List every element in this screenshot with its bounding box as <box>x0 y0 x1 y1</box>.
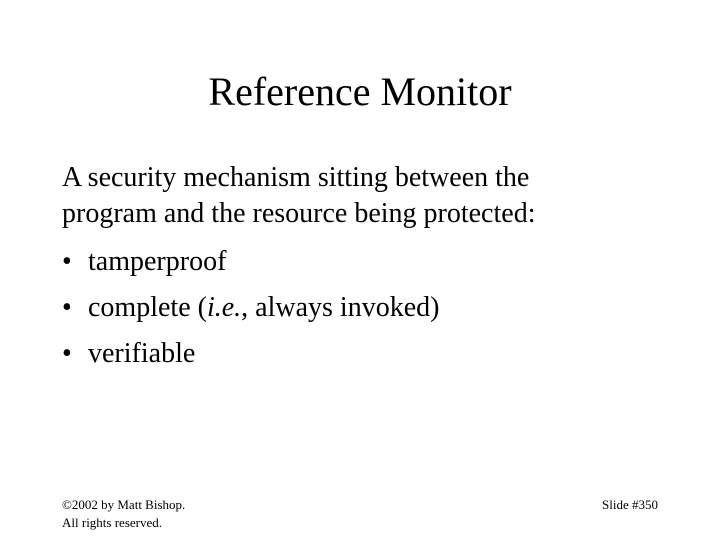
slide-number: Slide #350 <box>602 497 658 512</box>
bullet-icon: • <box>62 246 72 277</box>
bullet-text: verifiable <box>88 338 196 369</box>
bullet-text-after: , always invoked) <box>241 292 440 323</box>
bullet-text-abbreviation: i.e. <box>206 292 242 323</box>
intro-text <box>62 160 682 232</box>
slide-title: Reference Monitor <box>208 69 512 114</box>
copyright-notice <box>62 496 185 532</box>
bullet-list <box>62 244 439 382</box>
copyright-line-2: All rights reserved. <box>62 515 163 530</box>
bullet-text: tamperproof <box>88 246 227 277</box>
bullet-item-verifiable <box>62 336 439 372</box>
bullet-text <box>88 290 439 326</box>
intro-line-2: program and the resource being protected: <box>62 198 536 229</box>
copyright-line-1: ©2002 by Matt Bishop. <box>62 497 186 512</box>
bullet-text-before: complete ( <box>88 292 207 323</box>
bullet-item-tamperproof <box>62 244 439 280</box>
bullet-icon: • <box>62 292 72 323</box>
intro-line-1: A security mechanism sitting between the <box>62 162 530 193</box>
bullet-item-complete <box>62 290 439 326</box>
bullet-icon: • <box>62 338 72 369</box>
